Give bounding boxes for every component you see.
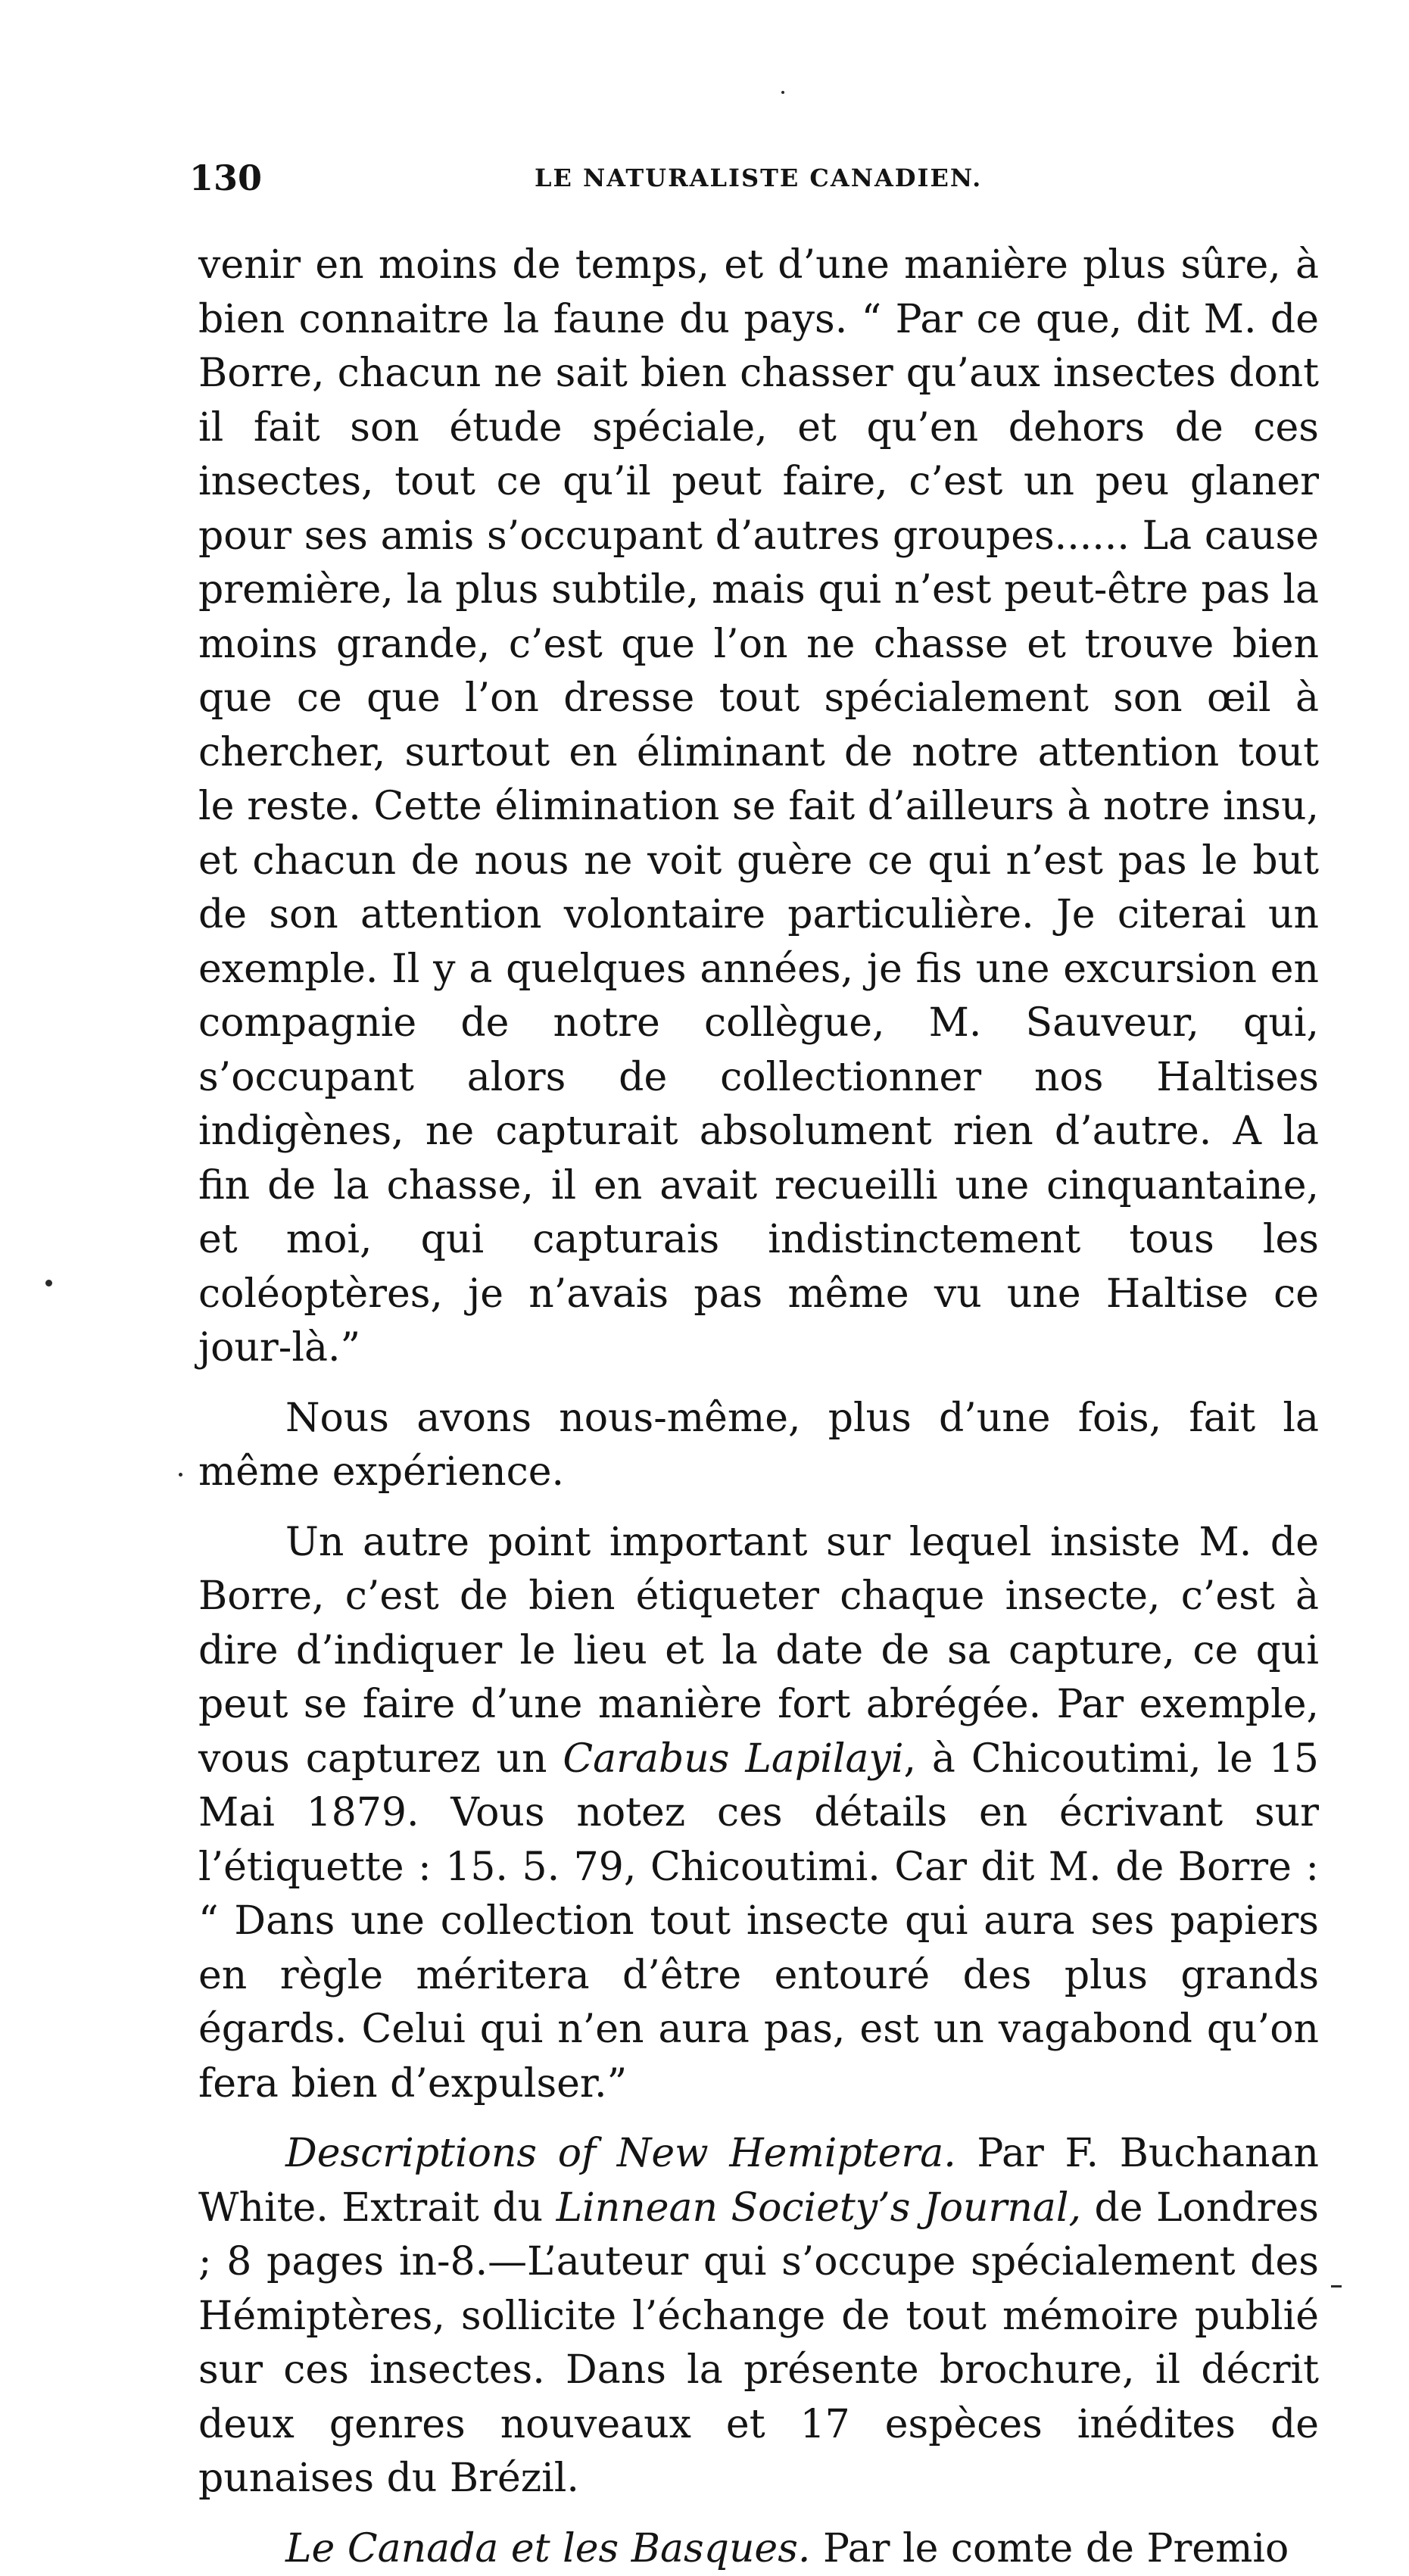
text-run: venir en moins de temps, et d’une manière plus sûre, à bien connaitre la faune du pays. “ Par ce que, dit M. de Borre, chacun ne sait bien chasser qu’aux insectes dont il fait son étude spéciale, et qu’en dehors de ces insectes, tout ce qu’il peut faire, c’est un peu glaner pour ses amis s’occupant d’autres groupes...... La cause première, la plus subtile, mais qui n’est peut-être pas la moins grande, c’est que l’on ne chasse et trouve bien que ce que l’on dresse tout spécialement son œil à chercher, surtout en éliminant de notre attention tout le reste. Cette élimination se fait d’ailleurs à notre insu, et chacun de nous ne voit guère ce qui n’est pas le but de son attention volontaire particulière. Je citerai un exemple. Il y a quelques années, je fis une excursion en compagnie de notre collègue, M. Sauveur, qui, s’occupant alors de collectionner nos Haltises indigènes, ne capturait absolument rien d’autre. A la fin de la chasse, il en avait recueilli une cinquantaine, et moi, qui capturais indistinctement tous les coléoptères, je n’avais pas même vu une Haltise ce jour-là.” bbox=[198, 242, 1319, 1371]
scan-speck bbox=[781, 91, 784, 94]
text-run: de Londres ; 8 pages in-8.—L’auteur qui s’occupe spécialement des Hémiptères, sollicite l’échange de tout mémoire publié sur ces insectes. Dans la présente brochure, il décrit deux genres nouveaux et 17 espèces inédites de punaises du Brézil. bbox=[198, 2185, 1319, 2502]
running-head bbox=[189, 157, 1030, 211]
scan-speck bbox=[45, 1280, 52, 1286]
paragraph-experience bbox=[198, 1392, 1319, 1500]
scan-speck bbox=[179, 1473, 182, 1477]
publication-title: Le Canada et les Basques. bbox=[285, 2526, 810, 2571]
journal-name: Linnean Society’s Journal, bbox=[556, 2185, 1081, 2231]
publication-title: Descriptions of New Hemiptera. bbox=[285, 2131, 956, 2176]
species-name: Carabus Lapilayi bbox=[563, 1736, 903, 1782]
paragraph-labeling bbox=[198, 1516, 1319, 2112]
paragraph-quote bbox=[198, 239, 1319, 1376]
scan-dash bbox=[1331, 2285, 1342, 2288]
text-run: , à Chicoutimi, le 15 Mai 1879. Vous notez ces détails en écrivant sur l’étiquette : 15. 5. 79, Chicoutimi. Car dit M. de Borre : “ Dans une collection tout insecte qui aura ses papiers en règle méritera d’être entouré des plus grands égards. Celui qui n’en aura pas, est un vagabond qu’on fera bien d’expulser.” bbox=[198, 1736, 1319, 2107]
text-run: Par F. Buchanan White. Extrait du bbox=[198, 2131, 1319, 2231]
text-run: Par le comte de Premio bbox=[810, 2526, 1289, 2571]
paragraph-review-basques bbox=[198, 2522, 1319, 2576]
page-number: 130 bbox=[189, 157, 262, 198]
paragraph-review-hemiptera bbox=[198, 2127, 1319, 2506]
text-run: Nous avons nous-même, plus d’une fois, fait la même expérience. bbox=[198, 1396, 1319, 1495]
text-run: Un autre point important sur lequel insiste M. de Borre, c’est de bien étiqueter chaque insecte, c’est à dire d’indiquer le lieu et la date de sa capture, ce qui peut se faire d’une manière fort abrégée. Par exemple, vous capturez un bbox=[198, 1520, 1319, 1782]
journal-title: LE NATURALISTE CANADIEN. bbox=[535, 164, 982, 192]
body-text bbox=[198, 239, 1319, 2576]
